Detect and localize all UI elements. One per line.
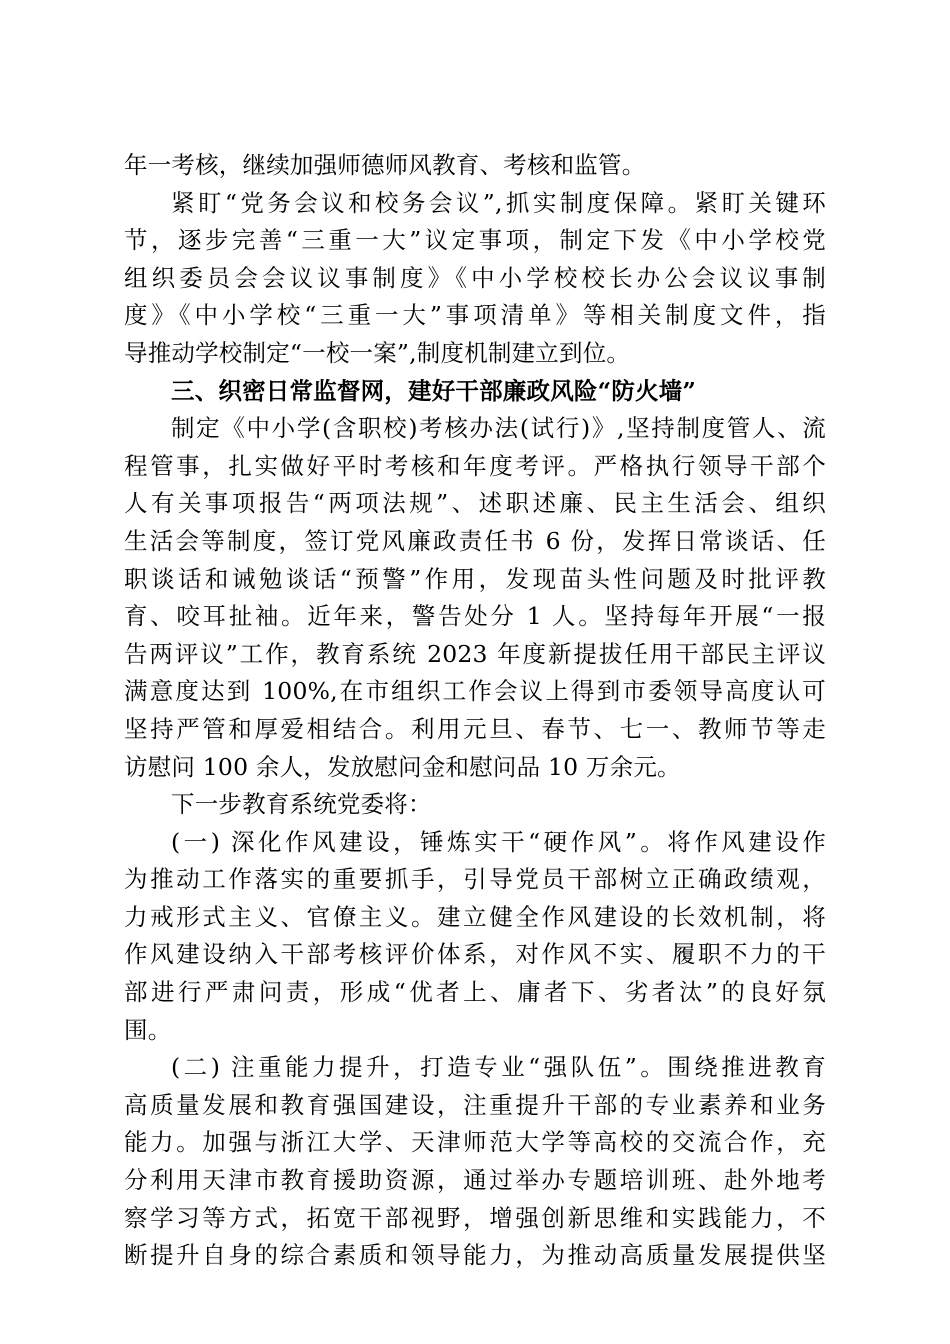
document-page <box>124 147 826 1275</box>
text-line: 部进行严肃问责，形成“优者上、庸者下、劣者汰”的良好氛 <box>124 978 826 1007</box>
text-line: 制定《中小学(含职校)考核办法(试行)》,坚持制度管人、流 <box>171 414 826 443</box>
text-line: 节，逐步完善“三重一大”议定事项，制定下发《中小学校党 <box>124 226 826 255</box>
text-line: 分利用天津市教育援助资源，通过举办专题培训班、赴外地考 <box>124 1166 826 1195</box>
text-line: 作风建设纳入干部考核评价体系，对作风不实、履职不力的干 <box>124 940 826 969</box>
text-line: 组织委员会会议议事制度》《中小学校校长办公会议议事制 <box>124 263 826 292</box>
text-line: 紧盯“党务会议和校务会议”,抓实制度保障。紧盯关键环 <box>171 188 826 217</box>
text-line: 职谈话和诫勉谈话“预警”作用，发现苗头性问题及时批评教 <box>124 564 826 593</box>
text-line: 访慰问 100 余人，发放慰问金和慰问品 10 万余元。 <box>124 752 681 781</box>
text-line: 围。 <box>124 1015 172 1044</box>
text-line: 坚持严管和厚爱相结合。利用元旦、春节、七一、教师节等走 <box>124 714 826 743</box>
text-line: 察学习等方式，拓宽干部视野，增强创新思维和实践能力，不 <box>124 1203 826 1232</box>
text-line: 满意度达到 100%,在市组织工作会议上得到市委领导高度认可 <box>124 677 826 706</box>
text-line: 人有关事项报告“两项法规”、述职述廉、民主生活会、组织 <box>124 489 826 518</box>
text-line: 为推动工作落实的重要抓手，引导党员干部树立正确政绩观， <box>124 865 826 894</box>
text-line: 生活会等制度，签订党风廉政责任书 6 份，发挥日常谈话、任 <box>124 526 826 555</box>
text-line: 告两评议”工作，教育系统 2023 年度新提拔任用干部民主评议 <box>124 639 826 668</box>
text-line: 年一考核，继续加强师德师风教育、考核和监管。 <box>124 151 646 179</box>
text-line: (二) 注重能力提升，打造专业“强队伍”。围绕推进教育 <box>171 1053 826 1082</box>
text-line: 下一步教育系统党委将： <box>171 790 432 819</box>
text-line: 程管事，扎实做好平时考核和年度考评。严格执行领导干部个 <box>124 451 826 480</box>
text-line: 育、咬耳扯袖。近年来，警告处分 1 人。坚持每年开展“一报 <box>124 602 826 631</box>
text-line: 高质量发展和教育强国建设，注重提升干部的专业素养和业务 <box>124 1090 826 1119</box>
section-heading: 三、织密日常监督网，建好干部廉政风险“防火墙” <box>171 376 697 405</box>
text-line: 断提升自身的综合素质和领导能力，为推动高质量发展提供坚 <box>124 1241 826 1270</box>
text-line: 度》《中小学校“三重一大”事项清单》等相关制度文件，指 <box>124 301 826 330</box>
text-line: 能力。加强与浙江大学、天津师范大学等高校的交流合作，充 <box>124 1128 826 1157</box>
text-line: 导推动学校制定“一校一案”,制度机制建立到位。 <box>124 338 631 367</box>
text-line: 力戒形式主义、官僚主义。建立健全作风建设的长效机制，将 <box>124 902 826 931</box>
text-line: (一) 深化作风建设，锤炼实干“硬作风”。将作风建设作 <box>171 827 826 856</box>
